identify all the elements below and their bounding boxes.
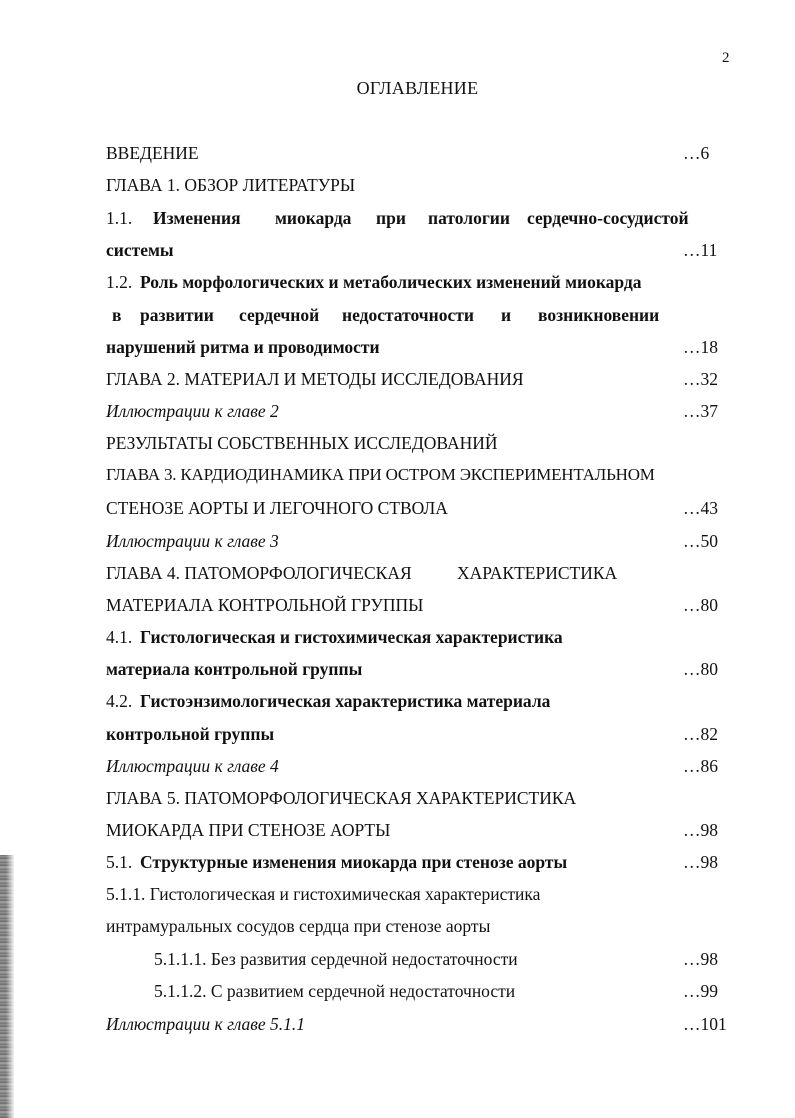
toc-entry-word: миокарда (275, 208, 352, 228)
toc-entry-word: при (376, 208, 406, 228)
toc-entry-word: ХАРАКТЕРИСТИКА (457, 563, 618, 583)
toc-entry-word: ГЛАВА 4. ПАТОМОРФОЛОГИЧЕСКАЯ (106, 563, 412, 583)
toc-entry-title: Иллюстрации к главе 3 (106, 531, 279, 551)
scan-edge-artifact (0, 855, 14, 1118)
toc-entry-title: МИОКАРДА ПРИ СТЕНОЗЕ АОРТЫ (106, 820, 391, 840)
toc-entry-word: сердечно-сосудистой (527, 208, 689, 228)
toc-entry-title: Структурные изменения миокарда при стенозе аорты (140, 852, 568, 872)
toc-entry-word: сердечной (239, 305, 320, 325)
toc-entry-title: нарушений ритма и проводимости (106, 337, 380, 357)
toc-entry-page: …6 (683, 143, 710, 163)
toc-entry-word: развитии (140, 305, 214, 325)
toc-entry-word: патологии (428, 208, 510, 228)
toc-entry-title: ГЛАВА 5. ПАТОМОРФОЛОГИЧЕСКАЯ ХАРАКТЕРИСТИКА (106, 788, 577, 808)
toc-entry-title: Гистологическая и гистохимическая характеристика (140, 627, 563, 647)
toc-entry-number: 4.2. (106, 691, 133, 711)
toc-entry-title: РЕЗУЛЬТАТЫ СОБСТВЕННЫХ ИССЛЕДОВАНИЙ (106, 433, 498, 453)
toc-entry-page: …82 (683, 724, 718, 744)
toc-entry-number: 1.2. (106, 272, 133, 292)
toc-entry-page: …98 (683, 949, 718, 969)
toc-entry-title: ГЛАВА 3. КАРДИОДИНАМИКА ПРИ ОСТРОМ ЭКСПЕРИМЕНТАЛЬНОМ (106, 465, 655, 484)
page-number: 2 (722, 50, 730, 66)
toc-entry-page: …18 (683, 337, 718, 357)
toc-entry-title: ГЛАВА 1. ОБЗОР ЛИТЕРАТУРЫ (106, 175, 356, 195)
toc-entry-title: контрольной группы (106, 724, 275, 744)
toc-entry-page: …43 (683, 498, 718, 518)
toc-entry-page: …80 (683, 659, 718, 679)
toc-entry-word: в (112, 305, 122, 325)
toc-entry-page: …80 (683, 595, 718, 615)
toc-entry-title: ГЛАВА 2. МАТЕРИАЛ И МЕТОДЫ ИССЛЕДОВАНИЯ (106, 369, 524, 389)
toc-entry-page: …50 (683, 531, 718, 551)
toc-entry-page: …32 (683, 369, 718, 389)
page-title: ОГЛАВЛЕНИЕ (356, 78, 479, 98)
toc-entry-title: ВВЕДЕНИЕ (106, 143, 199, 163)
toc-entry-number: 5.1. (106, 852, 133, 872)
toc-entry-title: интрамуральных сосудов сердца при стенозе аорты (106, 916, 491, 936)
toc-entry-page: …86 (683, 756, 718, 776)
toc-entry-title: системы (106, 240, 174, 260)
toc-entry-title: СТЕНОЗЕ АОРТЫ И ЛЕГОЧНОГО СТВОЛА (106, 498, 448, 518)
toc-entry-title: Иллюстрации к главе 2 (106, 401, 279, 421)
toc-entry-title: МАТЕРИАЛА КОНТРОЛЬНОЙ ГРУППЫ (106, 595, 424, 615)
toc-entry-page: …99 (683, 981, 718, 1001)
toc-entry-title: Гистоэнзимологическая характеристика материала (140, 691, 551, 711)
toc-entry-page: …101 (683, 1014, 727, 1034)
toc-entry-title: 5.1.1. Гистологическая и гистохимическая характеристика (106, 884, 541, 904)
toc-entry-title: 5.1.1.2. С развитием сердечной недостаточности (154, 981, 516, 1001)
toc-entry-word: возникновении (538, 305, 660, 325)
toc-entry-title: Иллюстрации к главе 4 (106, 756, 279, 776)
toc-entry-page: …11 (683, 240, 718, 260)
toc-entry-word: недостаточности (342, 305, 474, 325)
toc-entry-title: 5.1.1.1. Без развития сердечной недостаточности (154, 949, 518, 969)
toc-entry-number: 4.1. (106, 627, 133, 647)
toc-entry-page: …98 (683, 852, 718, 872)
toc-entry-title: Иллюстрации к главе 5.1.1 (106, 1014, 306, 1034)
toc-entry-page: …98 (683, 820, 718, 840)
toc-entry-page: …37 (683, 401, 718, 421)
toc-entry-title: Роль морфологических и метаболических изменений миокарда (140, 272, 642, 292)
toc-entry-word: Изменения (153, 208, 241, 228)
toc-entry-number: 1.1. (106, 208, 133, 228)
toc-entry-word: и (501, 305, 512, 325)
toc-entry-title: материала контрольной группы (106, 659, 363, 679)
